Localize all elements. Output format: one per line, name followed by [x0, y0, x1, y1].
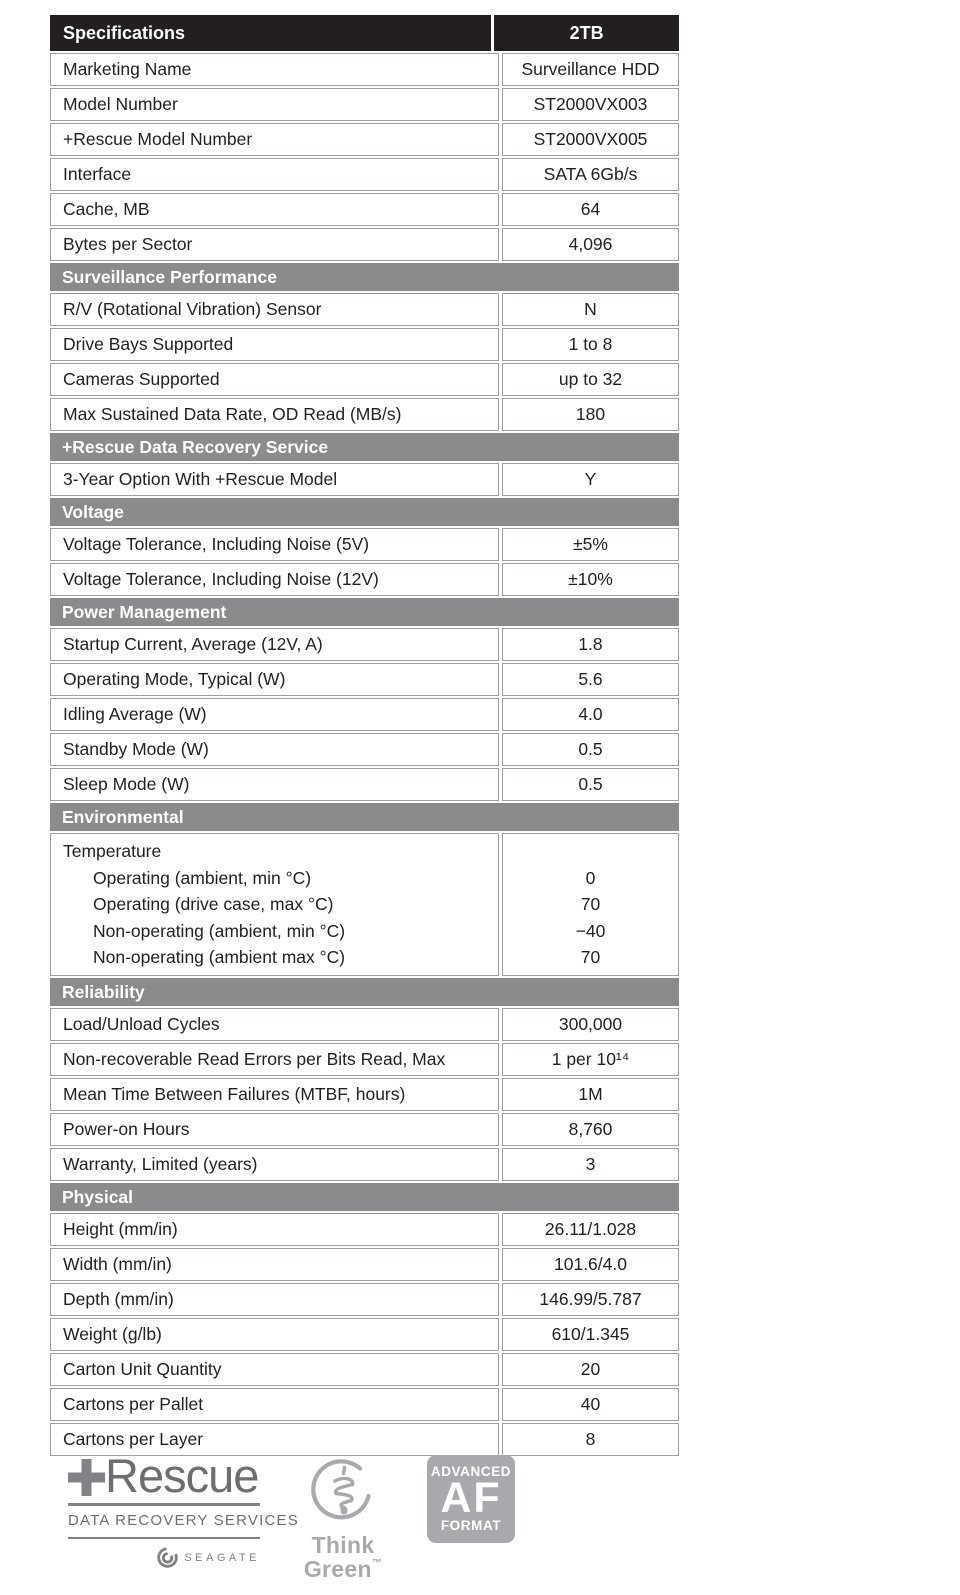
row-value: 3	[502, 1148, 679, 1181]
af-letters: AF	[440, 1474, 502, 1522]
table-row	[50, 123, 679, 156]
sub-label: Operating (ambient, min °C)	[93, 867, 312, 888]
table-row	[50, 768, 679, 801]
row-value: ±10%	[502, 563, 679, 596]
row-value: 26.11/1.028	[502, 1213, 679, 1246]
row-label: R/V (Rotational Vibration) Sensor	[50, 293, 499, 326]
af-bottom-label: FORMAT	[440, 1518, 502, 1533]
table-row	[50, 1008, 679, 1041]
row-label: Cache, MB	[50, 193, 499, 226]
sub-value: −40	[575, 920, 606, 941]
section-row	[50, 978, 679, 1006]
sub-value-spacer	[505, 838, 676, 865]
think-green-line1: Think	[311, 1532, 375, 1558]
row-value: N	[502, 293, 679, 326]
rescue-name: Rescue	[105, 1449, 259, 1502]
divider	[68, 1537, 260, 1540]
row-value: ST2000VX003	[502, 88, 679, 121]
row-label: Cartons per Pallet	[50, 1388, 499, 1421]
row-value: 8,760	[502, 1113, 679, 1146]
row-label: Height (mm/in)	[50, 1213, 499, 1246]
row-value: 64	[502, 193, 679, 226]
row-label: Cartons per Layer	[50, 1423, 499, 1456]
sub-label: Operating (drive case, max °C)	[93, 894, 334, 914]
table-row	[50, 228, 679, 261]
row-label: Non-recoverable Read Errors per Bits Read, Max	[50, 1043, 499, 1076]
row-value: 8	[502, 1423, 679, 1456]
think-green-bulb-icon	[308, 1455, 378, 1525]
row-value: 1 to 8	[502, 328, 679, 361]
table-row	[50, 193, 679, 226]
row-label: Depth (mm/in)	[50, 1283, 499, 1316]
rescue-logo	[68, 1449, 299, 1569]
row-value: 610/1.345	[502, 1318, 679, 1351]
row-value: 0.5	[502, 733, 679, 766]
row-label: Power-on Hours	[50, 1113, 499, 1146]
table-row	[50, 158, 679, 191]
row-value: 4.0	[502, 698, 679, 731]
table-row	[50, 1148, 679, 1181]
row-value: Surveillance HDD	[502, 53, 679, 86]
row-value	[502, 833, 679, 976]
table-row	[50, 1283, 679, 1316]
row-label	[50, 833, 499, 976]
section-row	[50, 803, 679, 831]
row-label: Voltage Tolerance, Including Noise (5V)	[50, 528, 499, 561]
rescue-subtitle: DATA RECOVERY SERVICES	[68, 1511, 299, 1529]
think-green-line2: Green™	[303, 1556, 383, 1582]
section-header: Environmental	[50, 803, 679, 831]
seagate-spiral-icon	[154, 1543, 182, 1571]
row-label: Startup Current, Average (12V, A)	[50, 628, 499, 661]
row-value: 146.99/5.787	[502, 1283, 679, 1316]
table-row	[50, 328, 679, 361]
column-header-specifications: Specifications	[50, 15, 491, 51]
row-value: 1.8	[502, 628, 679, 661]
spec-table	[50, 15, 679, 1458]
row-label: Warranty, Limited (years)	[50, 1148, 499, 1181]
table-row	[50, 88, 679, 121]
table-row	[50, 1318, 679, 1351]
sub-value: 0	[585, 867, 596, 888]
think-green-logo	[300, 1455, 386, 1581]
table-row	[50, 1213, 679, 1246]
table-row	[50, 1388, 679, 1421]
table-row	[50, 528, 679, 561]
row-value: 40	[502, 1388, 679, 1421]
rescue-wordmark	[68, 1449, 260, 1502]
sub-label: Non-operating (ambient, min °C)	[93, 920, 346, 941]
table-row	[50, 293, 679, 326]
table-row	[50, 1423, 679, 1456]
section-header: Physical	[50, 1183, 679, 1211]
row-label: Max Sustained Data Rate, OD Read (MB/s)	[50, 398, 499, 431]
seagate-wordmark: SEAGATE	[184, 1551, 260, 1564]
table-header-row	[50, 15, 679, 51]
section-header: Voltage	[50, 498, 679, 526]
row-label: Standby Mode (W)	[50, 733, 499, 766]
row-label: Sleep Mode (W)	[50, 768, 499, 801]
row-label: Voltage Tolerance, Including Noise (12V)	[50, 563, 499, 596]
section-row	[50, 263, 679, 291]
table-row	[50, 1353, 679, 1386]
row-label: Bytes per Sector	[50, 228, 499, 261]
advanced-format-badge	[427, 1455, 515, 1543]
row-label: +Rescue Model Number	[50, 123, 499, 156]
section-header: Power Management	[50, 598, 679, 626]
sub-value: 70	[580, 947, 601, 967]
row-label: Operating Mode, Typical (W)	[50, 663, 499, 696]
row-value: up to 32	[502, 363, 679, 396]
row-label: 3-Year Option With +Rescue Model	[50, 463, 499, 496]
row-label: Marketing Name	[50, 53, 499, 86]
sub-label: Non-operating (ambient max °C)	[93, 947, 346, 967]
row-value: ±5%	[502, 528, 679, 561]
row-label: Mean Time Between Failures (MTBF, hours)	[50, 1078, 499, 1111]
row-value: 1M	[502, 1078, 679, 1111]
row-value: Y	[502, 463, 679, 496]
table-row	[50, 1113, 679, 1146]
row-value: 20	[502, 1353, 679, 1386]
section-row	[50, 1183, 679, 1211]
row-value: 5.6	[502, 663, 679, 696]
table-row	[50, 628, 679, 661]
section-row	[50, 598, 679, 626]
row-label: Weight (g/lb)	[50, 1318, 499, 1351]
table-row	[50, 1248, 679, 1281]
seagate-brand	[68, 1546, 260, 1569]
row-label: Interface	[50, 158, 499, 191]
af-top-label: ADVANCED	[430, 1464, 512, 1479]
divider	[68, 1503, 260, 1506]
row-label: Load/Unload Cycles	[50, 1008, 499, 1041]
row-label: Idling Average (W)	[50, 698, 499, 731]
section-header: +Rescue Data Recovery Service	[50, 433, 679, 461]
row-value: ST2000VX005	[502, 123, 679, 156]
table-row	[50, 698, 679, 731]
table-row	[50, 398, 679, 431]
section-row	[50, 433, 679, 461]
row-value: 1 per 10¹⁴	[502, 1043, 679, 1076]
row-value: 101.6/4.0	[502, 1248, 679, 1281]
row-label: Width (mm/in)	[50, 1248, 499, 1281]
table-row	[50, 1043, 679, 1076]
row-value: 180	[502, 398, 679, 431]
section-row	[50, 498, 679, 526]
row-label: Model Number	[50, 88, 499, 121]
row-value: SATA 6Gb/s	[502, 158, 679, 191]
column-header-capacity: 2TB	[494, 15, 679, 51]
table-row	[50, 53, 679, 86]
table-row	[50, 663, 679, 696]
table-row	[50, 563, 679, 596]
plus-icon	[68, 1459, 105, 1496]
row-value: 4,096	[502, 228, 679, 261]
table-row	[50, 833, 679, 976]
section-header: Surveillance Performance	[50, 263, 679, 291]
table-row	[50, 463, 679, 496]
row-label: Drive Bays Supported	[50, 328, 499, 361]
table-row	[50, 363, 679, 396]
group-title: Temperature	[63, 841, 162, 861]
table-row	[50, 733, 679, 766]
row-value: 0.5	[502, 768, 679, 801]
row-value: 300,000	[502, 1008, 679, 1041]
section-header: Reliability	[50, 978, 679, 1006]
row-label: Carton Unit Quantity	[50, 1353, 499, 1386]
row-label: Cameras Supported	[50, 363, 499, 396]
table-row	[50, 1078, 679, 1111]
sub-value: 70	[580, 894, 601, 914]
trademark-symbol: ™	[371, 1558, 383, 1569]
